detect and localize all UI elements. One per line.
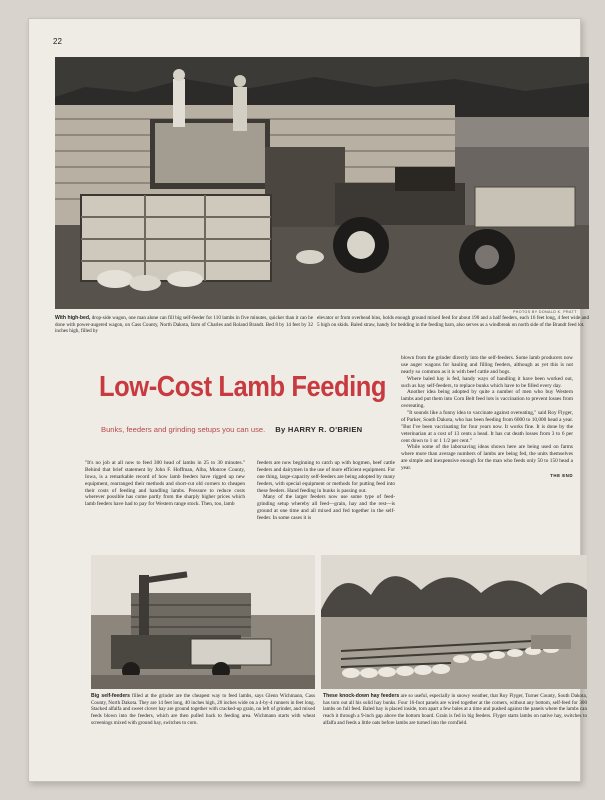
column-3-paragraph-5: While some of the laborsaving ideas shown here are being used on farms where more than average numbers of lambs are being fed, the units themselves are simple and inexpensive enough for the man who feeds only 50 to 150 head a year. [401, 444, 573, 471]
column-3-paragraph-3: Another idea being adopted by quite a number of men who buy Western lambs and put them into Corn Belt feed lots is vaccination to prevent losses from overeating. [401, 389, 573, 410]
article-column-3 [401, 355, 573, 479]
top-photo-tractor-wagon [55, 57, 589, 309]
column-2-paragraph-1: feeders are now beginning to catch up with hogmen, beef cattle feeders and dairymen in the use of more efficient equipment. For one thing, large-capacity self-feeders are being adopted by many feeders, with special equipment or methods for putting feed into these feeders. Hand feeding in bunks is passing out. [257, 460, 395, 494]
the-end-mark: THE END [550, 472, 573, 478]
top-caption-text: drop-side wagon, one man alone can fill big self-feeder for 110 lambs in five minutes, quicker than it can be done with power-augered wagon, on Cass County, North Dakota, farm of Charles and Roland Brandt. Bed 8 by 14 feet by 32 inches high, filled by [55, 315, 313, 335]
top-caption-lead: With high-bed, [55, 315, 91, 321]
bottom-left-caption-text: filled at the grinder are the cheapest way to feed lambs, says Glenn Wichmann, Cass County, North Dakota. They are 14 feet long, 40 inches high, 20 inches wide on a 4-by-4 runners in feet long. Stacked alfalfa and sweet clover hay are ground together with cracked-up grain, no left of grinder, and mixed feeds blown into the feeders, which are then pulled back to feeding area. Wichmann starts with wheat screenings mixed with ground hay, switches to corn. [91, 693, 315, 726]
article-subhead [101, 425, 401, 434]
photo-credit: PHOTOS BY DONALD K. PRATT [513, 310, 577, 314]
top-caption-part-1 [55, 315, 313, 335]
bottom-right-caption [323, 693, 587, 727]
article-column-2 [257, 460, 395, 522]
bottom-left-caption [91, 693, 315, 727]
bottom-right-caption-text: are so useful, especially in snowy weather, that Roy Flyger, Turner County, South Dakota, has torn out all his solid hay bunks. Four 16-foot panels are wired together at the corners, without any bottom, self-feed for 300 lambs on full feed. Baled hay is placed inside, torn apart a few bales at a time and pushed against the panels where the lambs can reach it through a 9-inch gap above the bottom board. Grain is fed in big feeders. Flyger starts lambs on native hay, switches to alfalfa and feeds a little oats before lambs are turned into the cornfield. [323, 693, 587, 726]
bottom-left-photo-grinder [91, 555, 315, 689]
column-3-paragraph-4: "It sounds like a funny idea to vaccinate against overeating," said Roy Flyger, of Parker, South Dakota, who has been feeding from 6000 to 10,000 head a year. "But I've been vaccinating for four years now. It works fine. It is done by the veterinarian at a cost of 13 cents a head. It has cut death losses from 3 to 6 per cent down to 1 or 1 1/2 per cent." [401, 410, 573, 444]
column-1-paragraph: "It's no job at all now to feed 300 head of lambs in 25 to 30 minutes." Behind that brief statement by John F. Hoffman, Alba, Monroe County, Iowa, is a remarkable record of how lamb feeders have rigged up new equipment, rearranged their methods and short-cut old corners to cheapen their costs of feeding and handling lambs. Pressure to reduce costs wherever possible has come partly from the sharply higher prices which lamb feeders have had to pay for Western range stock. Then, too, lamb [85, 460, 245, 508]
column-2-paragraph-2: Many of the larger feeders now use some type of feed-grinding setup whereby all feed—grain, hay and the rest—is ground at one time and all mixed and fed together in the self-feeder. In some cases it is [257, 494, 395, 521]
column-3-paragraph-1: blown from the grinder directly into the self-feeders. Some lamb producers now use auger wagons for hauling and filling feeders, although as yet this is not nearly so common as it is with beef cattle and hogs. [401, 355, 573, 375]
page-number: 22 [53, 37, 62, 46]
top-caption-part-2: elevator or from overhead bins, holds enough ground mixed feed for about 190 and a half feeders, each 16 feet long, 4 feet wide and 5 high on skids. Baled straw, handy for bedding in the feeding barn, also serves as a windbreak on north side of the Brandt feed lot. [317, 315, 589, 328]
article-headline: Low-Cost Lamb Feeding [99, 371, 387, 403]
bottom-right-photo-hay-feeders [321, 555, 587, 689]
byline: By HARRY R. O'BRIEN [275, 425, 363, 434]
bottom-right-caption-lead: These knock-down hay feeders [323, 693, 400, 699]
article-column-1 [85, 460, 245, 508]
subhead-dek: Bunks, feeders and grinding setups you can use. [101, 425, 266, 434]
column-3-paragraph-2: Where baled hay is fed, handy ways of handling it have been worked out, such as hay self-feeders, to replace bunks which have to be filled every day. [401, 375, 573, 389]
bottom-left-caption-lead: Big self-feeders [91, 693, 130, 699]
magazine-page [28, 18, 589, 782]
